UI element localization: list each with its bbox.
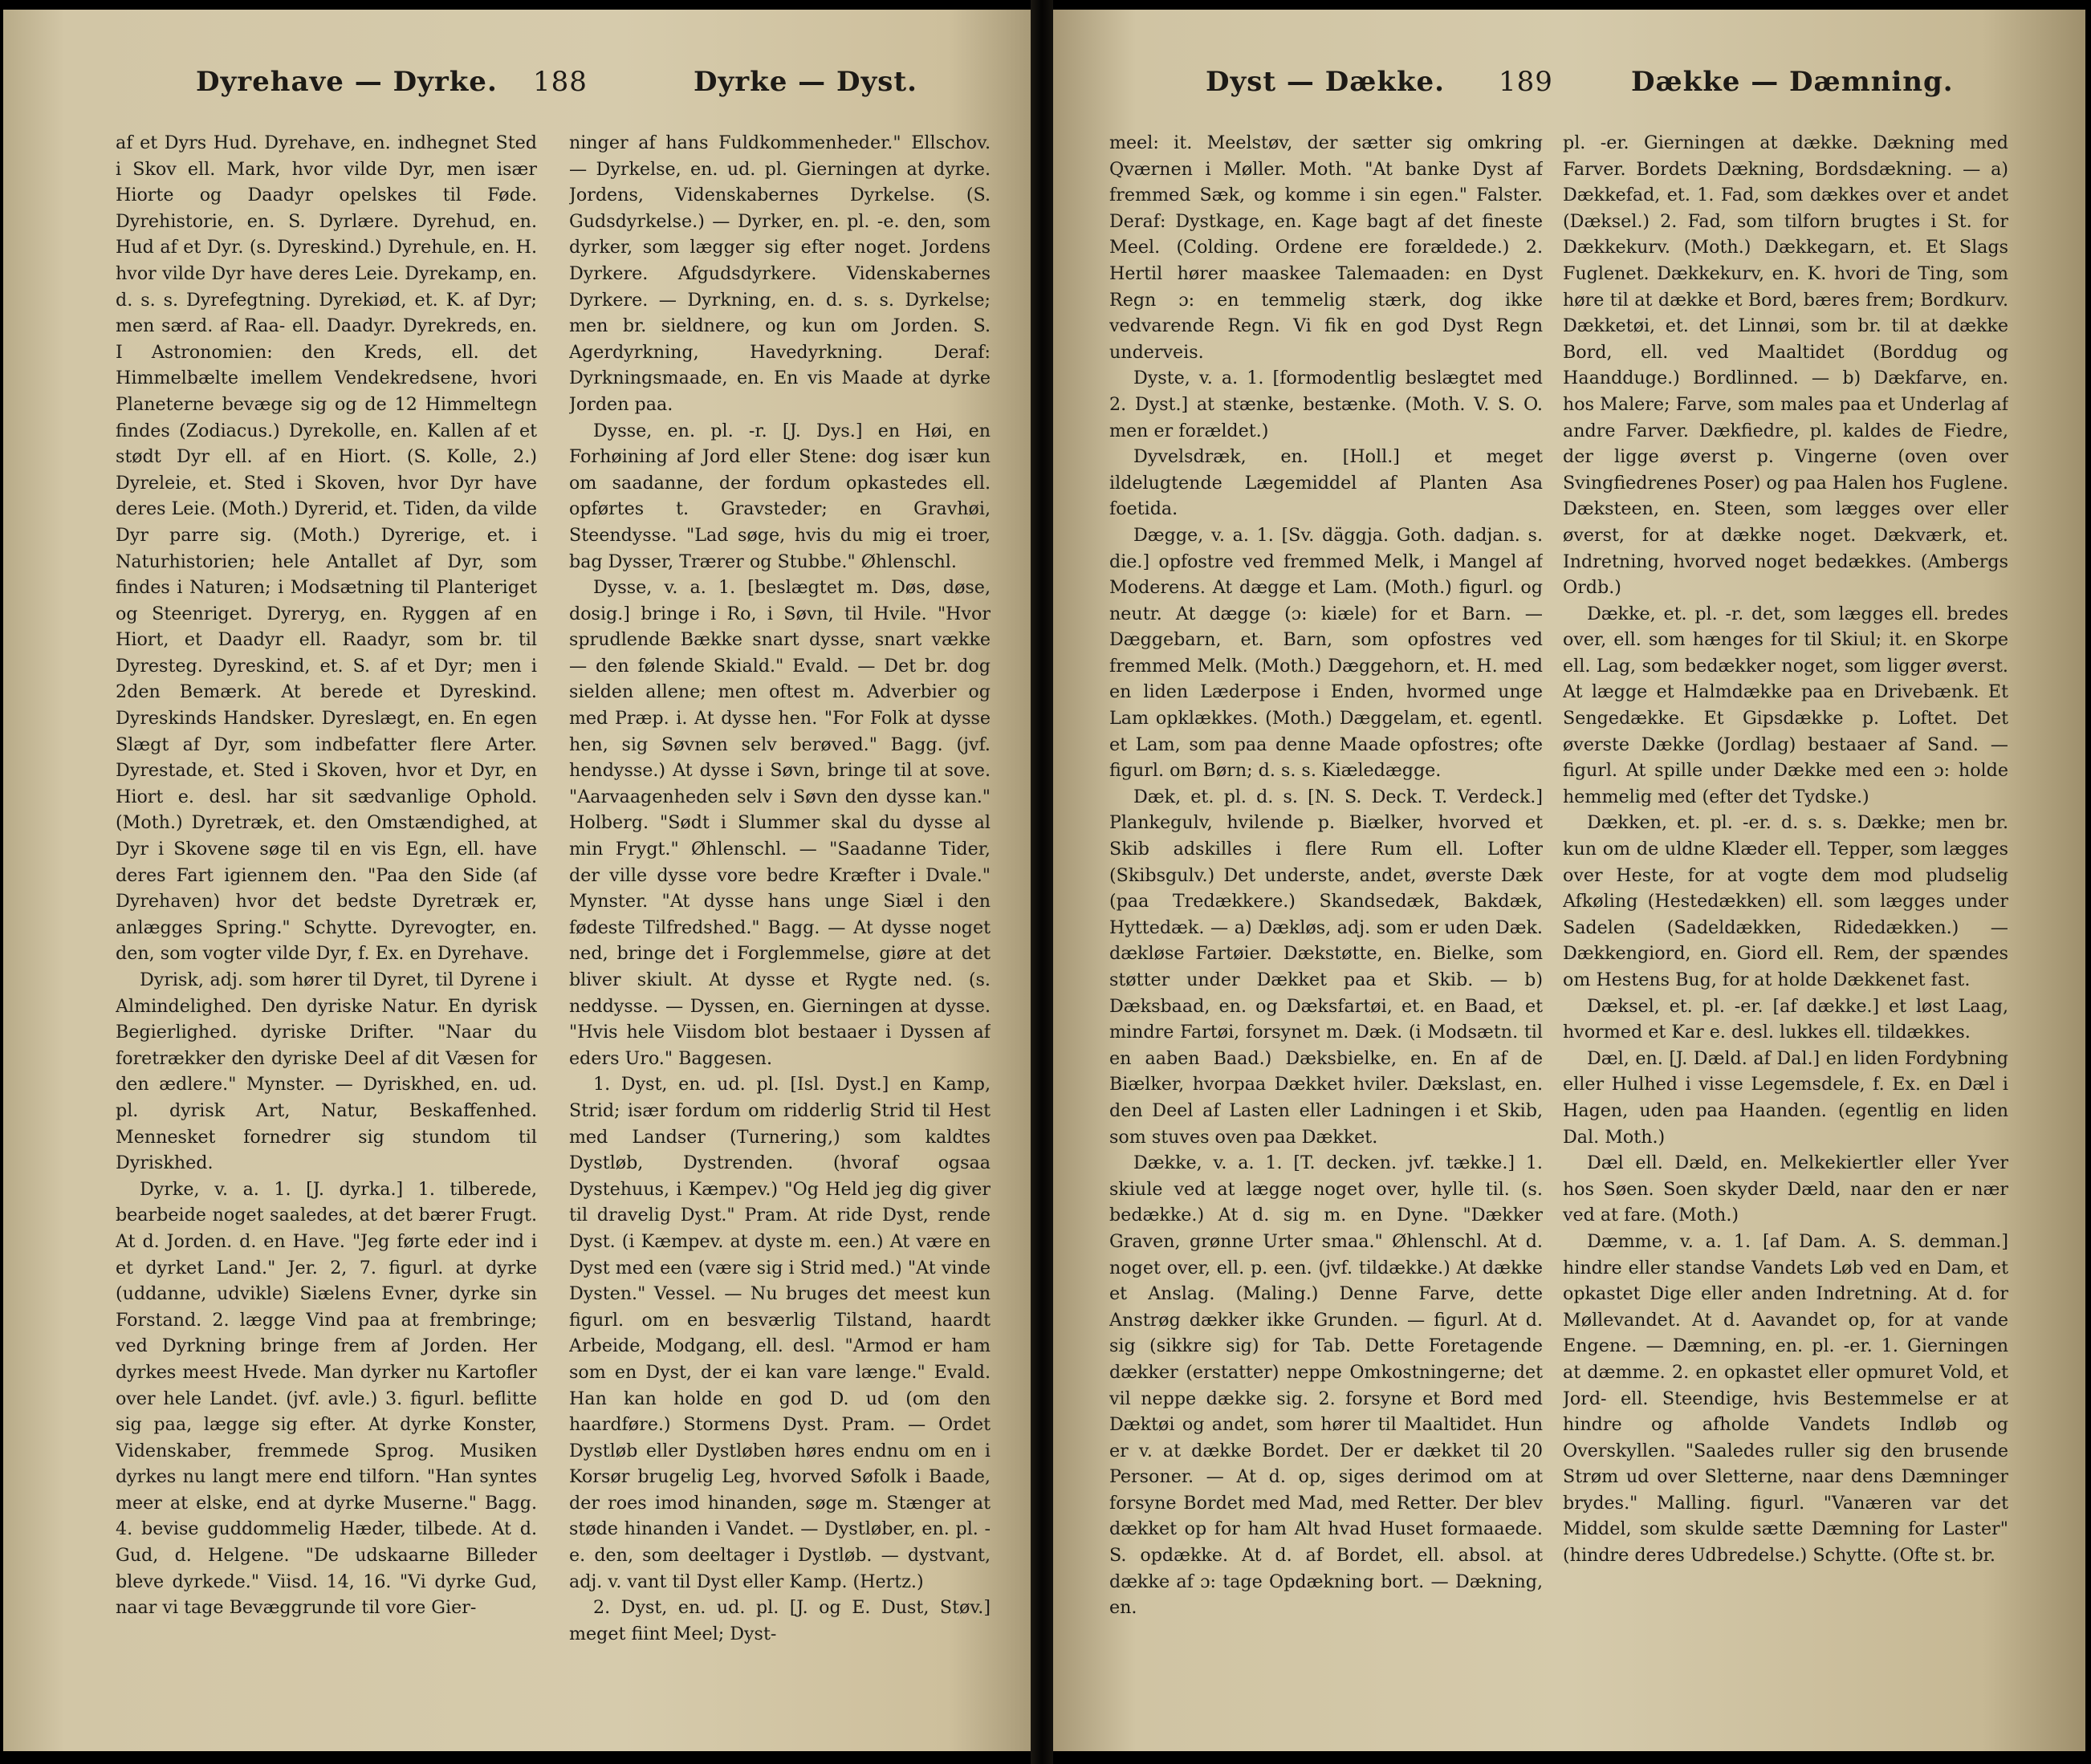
entry-paragraph: Dyrke, v. a. 1. [J. dyrka.] 1. tilberede, bearbeide noget saaledes, at det bærer Frugt. At d. Jorden. d. en Have. "Jeg førte eder ind i et dyrket Land." Jer. 2, 7. figurl. at dyrke (uddanne, udvikle) Siælens Evner, dyrke sin Forstand. 2. lægge Vind paa at frembringe; ved Dyrkning bringe frem af Jorden. Her dyrkes meest Hvede. Man dyrker nu Kartofler over hele Landet. (jvf. avle.) 3. figurl. beflitte sig paa, lægge sig efter. At dyrke Konster, Videnskaber, fremmede Sprog. Musiken dyrkes nu langt mere end tilforn. "Han syntes meer at elske, end at dyrke Muserne." Bagg. 4. bevise guddommelig Hæder, tilbede. At d. Gud, d. Helgene. "De udskaarne Billeder bleve dyrkede." Viisd. 14, 16. "Vi dyrke Gud, naar vi tage Bevæggrunde til vore Gier-: [116, 1178, 537, 1619]
left-running-head: [3, 58, 1031, 114]
right-column-1: [1109, 130, 1543, 1719]
book-spine: [1031, 0, 1053, 1764]
entry-paragraph: af et Dyrs Hud. Dyrehave, en. indhegnet Sted i Skov ell. Mark, hvor vilde Dyr, men især Hiorte og Daadyr opelskes til Føde. Dyrehistorie, en. S. Dyrlære. Dyrehud, en. Hud af et Dyr. (s. Dyreskind.) Dyrehule, en. H. hvor vilde Dyr have deres Leie. Dyrekamp, en. d. s. s. Dyrefegtning. Dyrekiød, et. K. af Dyr; men særd. af Raa- ell. Daadyr. Dyrekreds, en. I Astronomien: den Kreds, ell. det Himmelbælte imellem Vendekredsene, hvori Planeterne bevæge sig og de 12 Himmeltegn findes (Zodiacus.) Dyrekolle, en. Kallen af et stødt Dyr ell. af en Hiort. (S. Kolle, 2.) Dyreleie, et. Sted i Skoven, hvor Dyr have deres Leie. (Moth.) Dyrerid, et. Tiden, da vilde Dyr parre sig. (Moth.) Dyrerige, et. i Naturhistorien; hele Antallet af Dyr, som findes i Naturen; i Modsætning til Planteriget og Steenriget. Dyreryg, en. Ryggen af en Hiort, et Daadyr ell. Raadyr, som br. til Dyresteg. Dyreskind, et. S. af et Dyr; men i 2den Bemærk. At berede et Dyreskind. Dyreskinds Handsker. Dyreslægt, en. En egen Slægt af Dyr, som indbefatter flere Arter. Dyrestade, et. Sted i Skoven, hvor et Dyr, en Hiort e. desl. har sit sædvanlige Ophold. (Moth.) Dyretræk, et. den Omstændighed, at Dyr i Skovene søge til en vis Egn, ell. have deres Fart igiennem den. "Paa den Side (af Dyrehaven) hvor det bedste Dyretræk er, anlægges Spring." Schytte. Dyrevogter, en. den, som vogter vilde Dyr, f. Ex. en Dyrehave.: [116, 132, 537, 965]
right-page-number: 189: [1499, 66, 1553, 98]
entry-paragraph: 2. Dyst, en. ud. pl. [J. og E. Dust, Støv.] meget fiint Meel; Dyst-: [569, 1597, 991, 1644]
left-page-number: 188: [533, 66, 588, 98]
entry-paragraph: Dæl ell. Dæld, en. Melkekiertler eller Yver hos Søen. Soen skyder Dæld, naar den er nær ved at fare. (Moth.): [1563, 1152, 2008, 1226]
entry-paragraph: Dæk, et. pl. d. s. [N. S. Deck. T. Verdeck.] Plankegulv, hvilende p. Biælker, hvorved et Skib adskilles i flere Rum ell. Lofter (Skibsgulv.) Det underste, andet, øverste Dæk (paa Tredækkere.) Skandsedæk, Bakdæk, Hyttedæk. — a) Dækløs, adj. som er uden Dæk. dækløse Fartøier. Dækstøtte, en. Bielke, som støtter under Dækket paa et Skib. — b) Dæksbaad, en. og Dæksfartøi, et. en Baad, et mindre Fartøi, forsynet m. Dæk. (i Modsætn. til en aaben Baad.) Dæksbielke, en. En af de Biælker, hvorpaa Dækket hviler. Dækslast, en. den Deel af Lasten eller Ladningen i et Skib, som stuves oven paa Dækket.: [1109, 786, 1543, 1148]
entry-paragraph: pl. -er. Gierningen at dække. Dækning med Farver. Bordets Dækning, Bordsdækning. — a) Dækkefad, et. 1. Fad, som dækkes over et andet (Dæksel.) 2. Fad, som tilforn brugtes i St. for Dækkekurv. (Moth.) Dækkegarn, et. Et Slags Fuglenet. Dækkekurv, en. K. hvori de Ting, som høre til at dække et Bord, bæres frem; Bordkurv. Dækketøi, et. det Linnøi, som br. til at dække Bord, ell. ved Maaltidet (Borddug og Haandduge.) Bordlinned. — b) Dækfarve, en. hos Malere; Farve, som males paa et Underlag af andre Farver. Dækfiedre, pl. kaldes de Fiedre, der ligge øverst p. Vingerne (oven over Svingfiedrenes Poser) og paa Halen hos Fuglene. Dæksteen, en. Steen, som lægges over eller øverst, for at dække noget. Dækværk, et. Indretning, hvorved noget bedækkes. (Ambergs Ordb.): [1563, 132, 2008, 599]
left-page: [3, 10, 1031, 1751]
entry-paragraph: ninger af hans Fuldkommenheder." Ellschov. — Dyrkelse, en. ud. pl. Gierningen at dyrke. Jordens, Videnskabernes Dyrkelse. (S. Gudsdyrkelse.) — Dyrker, en. pl. -e. den, som dyrker, som lægger sig efter noget. Jordens Dyrkere. Afgudsdyrkere. Videnskabernes Dyrkere. — Dyrkning, en. d. s. s. Dyrkelse; men br. sieldnere, og kun om Jorden. S. Agerdyrkning, Havedyrkning. Deraf: Dyrkningsmaade, en. En vis Maade at dyrke Jorden paa.: [569, 132, 991, 415]
right-head-last-word: Dække — Dæmning.: [1631, 66, 1954, 98]
entry-paragraph: Dæksel, et. pl. -er. [af dække.] et løst Laag, hvormed et Kar e. desl. lukkes ell. tildækkes.: [1563, 995, 2008, 1043]
left-column-1: [116, 130, 537, 1719]
entry-paragraph: Dægge, v. a. 1. [Sv. däggja. Goth. dadjan. s. die.] opfostre ved fremmed Melk, i Mangel af Moderens. At dægge et Lam. (Moth.) figurl. og neutr. At dægge (ɔ: kiæle) for et Barn. — Dæggebarn, et. Barn, som opfostres ved fremmed Melk. (Moth.) Dæggehorn, et. H. med en liden Læderpose i Enden, hvormed unge Lam opklækkes. (Moth.) Dæggelam, et. egentl. et Lam, som paa denne Maade opfostres; ofte figurl. om Børn; d. s. s. Kiæledægge.: [1109, 524, 1543, 782]
right-head-first-word: Dyst — Dække.: [1206, 66, 1445, 98]
entry-paragraph: Dæl, en. [J. Dæld. af Dal.] en liden Fordybning eller Hulhed i visse Legemsdele, f. Ex. en Dæl i Hagen, uden paa Haanden. (egentlig en liden Dal. Moth.): [1563, 1047, 2008, 1148]
left-head-first-word: Dyrehave — Dyrke.: [196, 66, 498, 98]
left-column-2: [569, 130, 991, 1719]
right-column-2: [1563, 130, 2008, 1719]
entry-paragraph: Dække, v. a. 1. [T. decken. jvf. tække.] 1. skiule ved at lægge noget over, hylle til. (s. bedække.) At d. sig m. en Dyne. "Dækker Graven, grønne Urter smaa." Øhlenschl. At d. noget over, ell. p. een. (jvf. tildække.) At dække et Anslag. (Maling.) Denne Farve, dette Anstrøg dækker ikke Grunden. — figurl. At d. sig (sikkre sig) for Tab. Dette Foretagende dækker (erstatter) neppe Omkostningerne; det vil neppe dække sig. 2. forsyne et Bord med Dæktøi og andet, som hører til Maaltidet. Hun er v. at dække Bordet. Der er dækket til 20 Personer. — At d. op, siges derimod om at forsyne Bordet med Mad, med Retter. Der blev dækket op for ham Alt hvad Huset formaaede. S. opdække. At d. af Bordet, ell. absol. at dække af ɔ: tage Opdækning bort. — Dækning, en.: [1109, 1152, 1543, 1619]
entry-paragraph: Dækken, et. pl. -er. d. s. s. Dække; men br. kun om de uldne Klæder ell. Tepper, som lægges over Heste, for at vogte dem mod pludselig Afkøling (Hestedækken) ell. som lægges under Sadelen (Sadeldækken, Ridedækken.) — Dækkengiord, en. Giord ell. Rem, der spændes om Hestens Bug, for at holde Dækkenet fast.: [1563, 812, 2008, 990]
entry-paragraph: Dysse, en. pl. -r. [J. Dys.] en Høi, en Forhøining af Jord eller Stene: dog især kun om saadanne, der fordum opkastedes ell. opførtes t. Gravsteder; en Gravhøi, Steendysse. "Lad søge, hvis du mig ei troer, bag Dysser, Trærer og Stubbe." Øhlenschl.: [569, 420, 991, 572]
entry-paragraph: Dysse, v. a. 1. [beslægtet m. Døs, døse, dosig.] bringe i Ro, i Søvn, til Hvile. "Hvor sprudlende Bække snart dysse, snart vække — den følende Skiald." Evald. — Det br. dog sielden allene; men oftest m. Adverbier og med Præp. i. At dysse hen. "For Folk at dysse hen, sig Søvnen selv berøved." Bagg. (jvf. hendysse.) At dysse i Søvn, bringe til at sove. "Aarvaagenheden selv i Søvn den dysse kan." Holberg. "Sødt i Slummer skal du dysse al min Frygt." Øhlenschl. — "Saadanne Tider, der ville dysse vore bedre Kræfter i Dvale." Mynster. "At dysse hans unge Siæl i den fødeste Tilfredshed." Bagg. — At dysse noget ned, bringe det i Forglemmelse, giøre at det bliver skiult. At dysse et Rygte ned. (s. neddysse. — Dyssen, en. Gierningen at dysse. "Hvis hele Viisdom blot bestaaer i Dyssen af eders Uro." Baggesen.: [569, 577, 991, 1069]
right-running-head: [1053, 58, 2085, 114]
entry-paragraph: Dyrisk, adj. som hører til Dyret, til Dyrene i Almindelighed. Den dyriske Natur. En dyrisk Begierlighed. dyriske Drifter. "Naar du foretrækker den dyriske Deel af dit Væsen for den ædlere." Mynster. — Dyriskhed, en. ud. pl. dyrisk Art, Natur, Beskaffenhed. Mennesket fornedrer sig stundom til Dyriskhed.: [116, 969, 537, 1174]
entry-paragraph: meel: it. Meelstøv, der sætter sig omkring Qværnen i Møller. Moth. "At banke Dyst af fremmed Sæk, og komme i sin egen." Falster. Deraf: Dystkage, en. Kage bagt af det fineste Meel. (Colding. Ordene ere forældede.) 2. Hertil hører maaskee Talemaaden: en Dyst Regn ɔ: en temmelig stærk, dog ikke vedvarende Regn. Vi fik en god Dyst Regn underveis.: [1109, 132, 1543, 363]
entry-paragraph: Dyste, v. a. 1. [formodentlig beslægtet med 2. Dyst.] at stænke, bestænke. (Moth. V. S. O. men er forældet.): [1109, 368, 1543, 441]
entry-paragraph: Dække, et. pl. -r. det, som lægges ell. bredes over, ell. som hænges for til Skiul; it. en Skorpe ell. Lag, som bedækker noget, som ligger øverst. At lægge et Halmdække paa en Drivebænk. Et Sengedække. Et Gipsdække p. Loftet. Det øverste Dække (Jordlag) bestaaer af Sand. — figurl. At spille under Dække med een ɔ: holde hemmelig med (efter det Tydske.): [1563, 603, 2008, 807]
entry-paragraph: 1. Dyst, en. ud. pl. [Isl. Dyst.] en Kamp, Strid; især fordum om ridderlig Strid til Hest med Landser (Turnering,) som kaldtes Dystløb, Dystrenden. (hvoraf ogsaa Dystehuus, i Kæmpev.) "Og Held jeg dig giver til dravelig Dyst." Pram. At ride Dyst, rende Dyst. (i Kæmpev. at dyste m. een.) At være en Dyst med een (være sig i Strid med.) "At vinde Dysten." Vessel. — Nu bruges det meest kun figurl. om en besværlig Tilstand, haardt Arbeide, Modgang, ell. desl. "Armod er ham som en Dyst, der ei kan vare længe." Evald. Han kan holde en god D. ud (om den haardføre.) Stormens Dyst. Pram. — Ordet Dystløb eller Dystløben høres endnu om en i Korsør brugelig Leg, hvorved Søfolk i Baade, der roes imod hinanden, søge m. Stænger at støde hinanden i Vandet. — Dystløber, en. pl. -e. den, som deeltager i Dystløb. — dystvant, adj. v. vant til Dyst eller Kamp. (Hertz.): [569, 1074, 991, 1592]
right-page: [1053, 10, 2085, 1751]
entry-paragraph: Dyvelsdræk, en. [Holl.] et meget ildelugtende Lægemiddel af Planten Asa foetida.: [1109, 446, 1543, 520]
entry-paragraph: Dæmme, v. a. 1. [af Dam. A. S. demman.] hindre eller standse Vandets Løb ved en Dam, et opkastet Dige eller anden Indretning. At d. for Møllevandet. At d. Aavandet op, for at vande Engene. — Dæmning, en. pl. -er. 1. Gierningen at dæmme. 2. en opkastet eller opmuret Vold, et Jord- ell. Steendige, hvis Bestemmelse er at hindre og afholde Vandets Indløb og Overskyllen. "Saaledes ruller sig den brusende Strøm ud over Sletterne, naar dens Dæmninger brydes." Malling. figurl. "Vanæren var det Middel, som skulde sætte Dæmning for Laster" (hindre deres Udbredelse.) Schytte. (Ofte st. br.: [1563, 1230, 2008, 1567]
left-head-last-word: Dyrke — Dyst.: [694, 66, 917, 98]
